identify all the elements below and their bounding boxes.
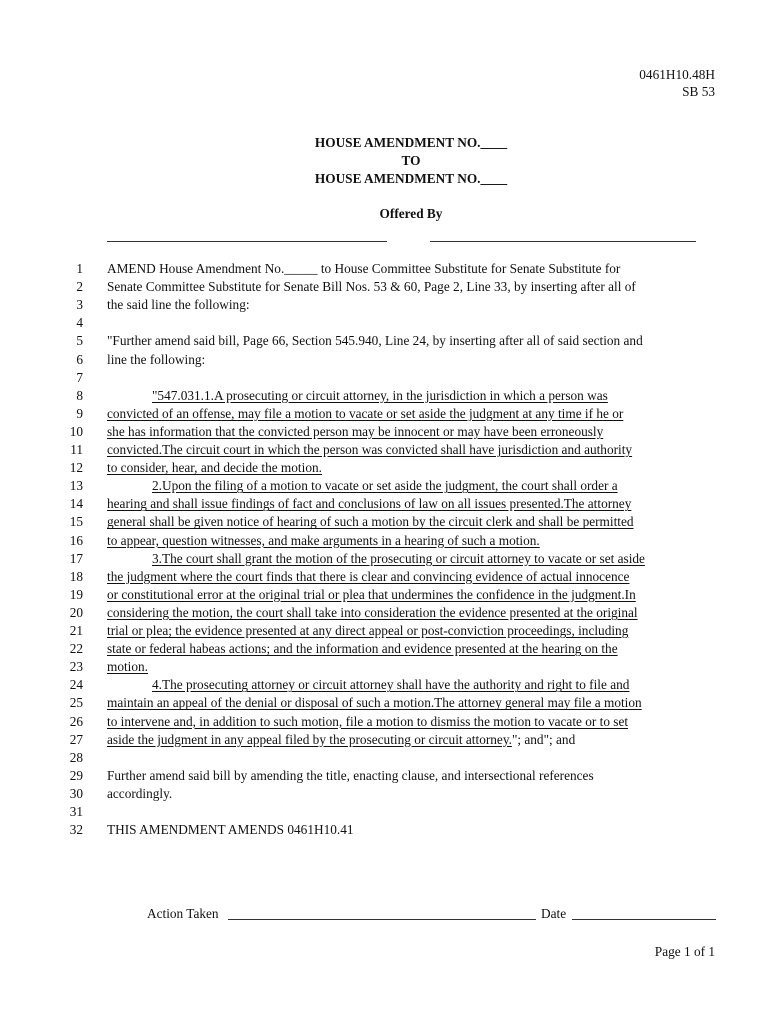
line-text: Senate Committee Substitute for Senate Bill Nos. 53 & 60, Page 2, Line 33, by inserting after all of — [107, 279, 636, 295]
amendment-line — [107, 533, 540, 549]
date-label: Date — [541, 906, 567, 921]
line-text: "Further amend said bill, Page 66, Section 545.940, Line 24, by inserting after all of said section and — [107, 333, 643, 349]
line-number: 31 — [69, 804, 83, 819]
action-taken-label: Action Taken — [147, 906, 219, 921]
line-number: 11 — [70, 442, 83, 457]
amendment-title: HOUSE AMENDMENT NO.____ — [314, 135, 508, 150]
amendment-line — [107, 406, 623, 422]
line-number: 29 — [69, 767, 83, 783]
inserted-text: to consider, hear, and decide the motion. — [107, 460, 322, 476]
line-text: the said line the following: — [107, 297, 250, 313]
amendment-line — [107, 442, 632, 458]
amendment-line — [107, 496, 631, 512]
document-code-block — [639, 66, 715, 100]
amendment-line — [107, 732, 575, 748]
bill-number: SB 53 — [682, 84, 715, 99]
line-number: 3 — [76, 297, 83, 313]
action-taken-line — [228, 907, 536, 920]
inserted-text: maintain an appeal of the denial or disposal of such a motion.The attorney general may file a motion — [107, 695, 642, 711]
inserted-text: the judgment where the court finds that there is clear and convincing evidence of actual innocence — [107, 568, 630, 584]
amendment-line — [107, 514, 634, 530]
amendment-line — [152, 677, 629, 693]
amendment-line — [107, 605, 638, 621]
amendment-line — [107, 297, 250, 313]
inserted-text: she has information that the convicted person may be innocent or may have been erroneously — [107, 423, 604, 439]
amendment-line — [107, 623, 628, 639]
line-number: 6 — [76, 351, 83, 367]
amendment-title-to: TO — [401, 153, 421, 168]
date-line — [572, 907, 716, 920]
line-number: 21 — [69, 623, 83, 638]
amendment-line — [107, 714, 628, 730]
line-tail-text: "; and"; and — [511, 731, 576, 747]
amendment-line — [107, 641, 618, 657]
inserted-text: hearing and shall issue findings of fact and conclusions of law on all issues presented.The attorney — [107, 496, 632, 512]
inserted-text: state or federal habeas actions; and the information and evidence presented at the hearing on the — [107, 641, 618, 657]
amendment-line — [107, 587, 636, 603]
amendment-title-2: HOUSE AMENDMENT NO.____ — [314, 171, 508, 186]
line-number: 4 — [76, 315, 83, 331]
inserted-text: to appear, question witnesses, and make arguments in a hearing of such a motion. — [107, 532, 540, 548]
amendment-line — [107, 695, 642, 711]
line-text: AMEND House Amendment No._____ to House Committee Substitute for Senate Substitute for — [107, 261, 621, 276]
line-number: 10 — [69, 423, 83, 439]
line-number: 9 — [76, 405, 83, 421]
amendment-line — [152, 478, 618, 494]
inserted-text: trial or plea; the evidence presented at any direct appeal or post-conviction proceedings, including — [107, 623, 629, 638]
line-number: 5 — [76, 333, 83, 349]
inserted-text: motion. — [107, 659, 149, 675]
line-number: 19 — [69, 586, 83, 602]
inserted-text: 3.The court shall grant the motion of the prosecuting or circuit attorney to vacate or set aside — [152, 550, 645, 566]
inserted-text: to intervene and, in addition to such motion, file a motion to dismiss the motion to vacate or to set — [107, 713, 629, 729]
amendment-line — [107, 333, 643, 349]
amendment-line — [107, 768, 594, 784]
amendment-line — [107, 786, 172, 802]
line-number: 23 — [69, 659, 83, 675]
inserted-text: convicted.The circuit court in which the person was convicted shall have jurisdiction and authority — [107, 442, 633, 457]
amendment-line — [152, 551, 645, 567]
line-text: accordingly. — [107, 785, 173, 801]
amendment-line — [107, 659, 148, 675]
sponsor-signature-line-2 — [430, 229, 696, 242]
inserted-text: convicted of an offense, may file a motion to vacate or set aside the judgment at any time if he or — [107, 405, 624, 421]
line-number: 20 — [69, 604, 83, 620]
line-text: THIS AMENDMENT AMENDS 0461H10.41 — [107, 822, 354, 838]
inserted-text: aside the judgment in any appeal filed by the prosecuting or circuit attorney. — [107, 731, 512, 747]
line-number: 18 — [69, 568, 83, 584]
amendment-line — [107, 279, 636, 295]
line-number: 13 — [69, 478, 83, 494]
sponsor-signature-line-1 — [107, 229, 387, 242]
line-number: 26 — [69, 713, 83, 729]
amendment-line — [152, 388, 608, 404]
amendment-line — [107, 352, 205, 368]
line-number: 12 — [69, 460, 83, 476]
amendment-line — [107, 261, 620, 277]
amendment-line — [107, 569, 629, 585]
amendment-line — [107, 424, 603, 440]
line-number: 30 — [69, 785, 83, 801]
line-number: 22 — [69, 641, 83, 657]
inserted-text: "547.031.1.A prosecuting or circuit attorney, in the jurisdiction in which a person was — [152, 387, 608, 403]
line-number: 25 — [69, 695, 83, 711]
line-number: 14 — [69, 496, 83, 512]
line-number: 28 — [69, 749, 83, 765]
inserted-text: general shall be given notice of hearing of such a motion by the circuit clerk and shall be permitted — [107, 514, 634, 530]
line-number: 1 — [76, 261, 83, 276]
line-number: 8 — [76, 387, 83, 403]
page-number: Page 1 of 1 — [654, 944, 715, 959]
amendment-line — [107, 460, 322, 476]
line-number: 32 — [69, 822, 83, 838]
inserted-text: or constitutional error at the original trial or plea that undermines the confidence in the judgment.In — [107, 586, 636, 602]
line-text: line the following: — [107, 351, 206, 367]
line-number: 15 — [69, 514, 83, 530]
amendment-line — [107, 822, 354, 838]
line-number: 2 — [76, 279, 83, 295]
line-number: 27 — [69, 731, 83, 747]
line-number: 17 — [69, 550, 83, 566]
line-number: 16 — [69, 532, 83, 548]
line-number: 7 — [76, 369, 83, 385]
inserted-text: 2.Upon the filing of a motion to vacate or set aside the judgment, the court shall order a — [152, 478, 618, 494]
inserted-text: considering the motion, the court shall take into consideration the evidence presented at the original — [107, 604, 638, 620]
inserted-text: 4.The prosecuting attorney or circuit attorney shall have the authority and right to file and — [152, 677, 630, 693]
document-code: 0461H10.48H — [639, 67, 715, 82]
line-number: 24 — [69, 677, 83, 693]
line-text: Further amend said bill by amending the title, enacting clause, and intersectional references — [107, 767, 594, 783]
offered-by-label: Offered By — [379, 206, 443, 221]
